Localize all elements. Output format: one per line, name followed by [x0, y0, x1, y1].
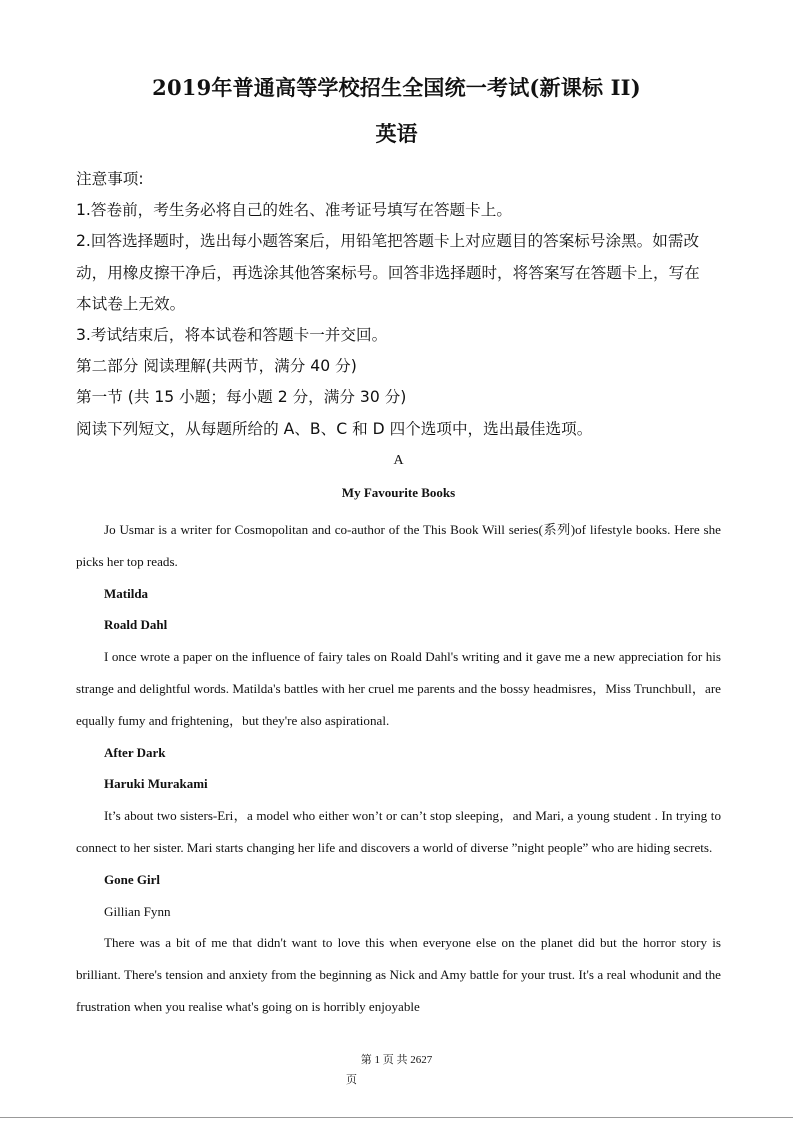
- page-number-suffix: 页: [346, 1074, 357, 1086]
- book-author: Haruki Murakami: [104, 776, 208, 792]
- note-line: 1.答卷前，考生务必将自己的姓名、准考证号填写在答题卡上。: [76, 201, 512, 220]
- book-title: Gone Girl: [104, 871, 160, 887]
- passage-title: My Favourite Books: [341, 485, 456, 500]
- book-title: Matilda: [104, 585, 149, 601]
- page-number: 第 1 页 共 2627: [360, 1054, 433, 1066]
- book-review: There was a bit of me that didn't want to love this when everyone else on the planet did but the horror story is brilliant. There's tension and anxiety from the beginning as Nick and Amy battle for your trust. It's a real whodunit and the frustration when you realise what's going on is horribly enjoyable: [76, 935, 721, 1014]
- section-heading: 第二部分 阅读理解(共两节，满分 40 分): [76, 357, 357, 376]
- reading-passage: [76, 452, 721, 1023]
- reading-instruction: 阅读下列短文，从每题所给的 A、B、C 和 D 四个选项中，选出最佳选项。: [76, 419, 593, 438]
- note-line: 动，用橡皮擦干净后，再选涂其他答案标号。回答非选择题时，将答案写在答题卡上，写在: [76, 263, 700, 282]
- book-author: Gillian Fynn: [104, 903, 171, 919]
- exam-title: 2019年普通高等学校招生全国统一考试(新课标 II): [152, 75, 641, 100]
- book-review: I once wrote a paper on the influence of fairy tales on Roald Dahl's writing and it gave me a new appreciation for his strange and delightful words. Matilda's battles with her cruel me parents and the bossy headmisres，Miss Trunchbull，are equally fumy and frightening，but they're also aspirational.: [76, 649, 721, 728]
- note-line: 3.考试结束后，将本试卷和答题卡一并交回。: [76, 326, 388, 345]
- page-footer: [0, 1050, 793, 1090]
- book-title: After Dark: [104, 744, 166, 760]
- book-author: Roald Dahl: [104, 617, 168, 633]
- bottom-divider: [0, 1117, 793, 1118]
- instructions-block: [76, 164, 726, 445]
- subsection-heading: 第一节 (共 15 小题；每小题 2 分，满分 30 分): [76, 388, 407, 407]
- notes-heading: 注意事项:: [76, 170, 144, 188]
- note-line: 2.回答选择题时，选出每小题答案后，用铅笔把答题卡上对应题目的答案标号涂黑。如需改: [76, 232, 700, 251]
- passage-intro: Jo Usmar is a writer for Cosmopolitan and co-author of the This Book Will series(系列)of lifestyle books. Here she picks her top reads.: [76, 522, 721, 569]
- note-line: 本试卷上无效。: [76, 294, 186, 313]
- passage-letter: A: [393, 453, 404, 468]
- exam-subject: 英语: [375, 121, 418, 146]
- book-review: It’s about two sisters-Eri，a model who either won’t or can’t stop sleeping，and Mari, a young student . In trying to connect to her sister. Mari starts changing her life and discovers a world of diverse ”night people” who are hiding secrets.: [76, 808, 721, 855]
